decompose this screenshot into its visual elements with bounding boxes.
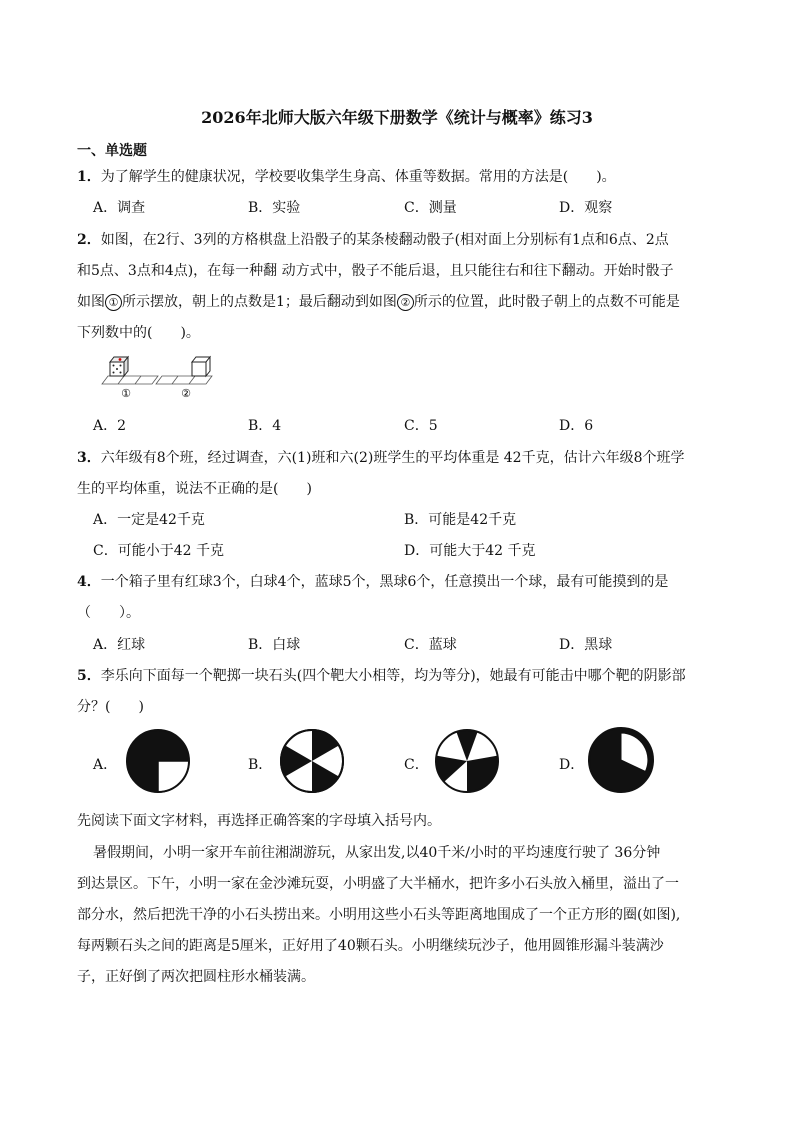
q1-option-a[interactable]: A．调查 [93,200,146,216]
question-number: 4． [77,574,101,590]
q3-option-b[interactable]: B．可能是42千克 [404,512,517,528]
q5-option-c-label[interactable]: C． [404,757,429,773]
q5-option-a-label[interactable]: A． [93,757,118,773]
figure-label-1: ① [121,387,131,400]
question-5 [77,665,686,685]
question-number: 3． [77,450,101,466]
q4-option-a[interactable]: A．红球 [93,637,146,653]
question-text: 如图，在2行、3列的方格棋盘上沿骰子的某条棱翻动骰子(相对面上分别标有1点和6点、2点 [100,232,669,248]
reading-paragraph: 每两颗石头之间的距离是5厘米，正好用了40颗石头。小明继续玩沙子，他用圆锥形漏斗装满沙 [77,938,664,954]
question-2-line-2: 和5点、3点和4点)，在每一种翻 动方式中，骰子不能后退，且只能往右和往下翻动。开始时骰子 [77,263,674,279]
question-text: 一个箱子里有红球3个，白球4个，蓝球5个，黑球6个，任意摸出一个球，最有可能摸到的是 [100,574,669,590]
reading-paragraph: 暑假期间，小明一家开车前往湘湖游玩，从家出发,以40千米/小时的平均速度行驶了 36分钟 [93,845,661,861]
q5-option-b-label[interactable]: B． [248,757,273,773]
figure-label-2: ② [181,387,191,400]
q4-option-c[interactable]: C．蓝球 [404,637,457,653]
section-heading: 一、单选题 [77,143,147,159]
q3-option-c[interactable]: C．可能小于42 千克 [93,543,224,559]
dice-start-icon [110,357,128,376]
target-c-icon[interactable] [434,728,500,794]
question-1 [77,166,616,186]
q1-option-b[interactable]: B．实验 [248,200,301,216]
q2-option-d[interactable]: D．6 [559,418,594,434]
question-4-line-2: （ ）。 [77,605,140,621]
question-5-line-2: 分？( ) [77,699,144,715]
question-2-line-4: 下列数中的( )。 [77,325,200,341]
target-a-icon[interactable] [125,728,191,794]
question-text: 六年级有8个班，经过调查，六(1)班和六(2)班学生的平均体重是 42千克，估计六年级8个班学 [100,450,685,466]
q3-option-d[interactable]: D．可能大于42 千克 [404,543,536,559]
reading-paragraph: 部分水，然后把洗干净的小石头捞出来。小明用这些小石头等距离地围成了一个正方形的圈(如图), [77,907,681,923]
reading-paragraph: 子，正好倒了两次把圆柱形水桶装满。 [77,969,315,985]
q4-option-d[interactable]: D．黑球 [559,637,613,653]
reading-paragraph: 到达景区。下午，小明一家在金沙滩玩耍，小明盛了大半桶水，把许多小石头放入桶里，溢出了一 [77,876,679,892]
question-3 [77,447,685,467]
q5-option-d-label[interactable]: D． [559,757,585,773]
dice-end-icon [192,357,210,376]
reading-intro: 先阅读下面文字材料，再选择正确答案的字母填入括号内。 [77,813,441,829]
q1-option-d[interactable]: D．观察 [559,200,613,216]
dice-grid-figure [100,352,220,400]
q4-option-b[interactable]: B．白球 [248,637,301,653]
question-3-line-2: 生的平均体重，说法不正确的是( ) [77,481,312,497]
page-title: 2026年北师大版六年级下册数学《统计与概率》练习3 [201,108,593,127]
question-text: 李乐向下面每一个靶掷一块石头(四个靶大小相等，均为等分)，她最有可能击中哪个靶的阴影部 [100,668,686,684]
question-4 [77,571,668,591]
question-text: 为了解学生的健康状况，学校要收集学生身高、体重等数据。常用的方法是( )。 [100,169,616,185]
question-number: 1． [77,169,101,185]
question-number: 5． [77,668,101,684]
circled-number-1: ① [105,294,122,311]
circled-number-2: ② [397,294,414,311]
q2-option-a[interactable]: A．2 [93,418,127,434]
text-fragment: 如图 [77,294,105,310]
target-b-icon[interactable] [279,728,345,794]
text-fragment: 所示摆放，朝上的点数是1；最后翻动到如图 [122,294,397,310]
text-fragment: 所示的位置，此时骰子朝上的点数不可能是 [413,294,680,310]
target-d-icon[interactable] [587,726,655,794]
question-2 [77,229,669,249]
q1-option-c[interactable]: C．测量 [404,200,457,216]
q3-option-a[interactable]: A．一定是42千克 [93,512,205,528]
q2-option-b[interactable]: B．4 [248,418,282,434]
q2-option-c[interactable]: C．5 [404,418,438,434]
question-number: 2． [77,232,101,248]
question-2-line-3 [77,291,680,311]
